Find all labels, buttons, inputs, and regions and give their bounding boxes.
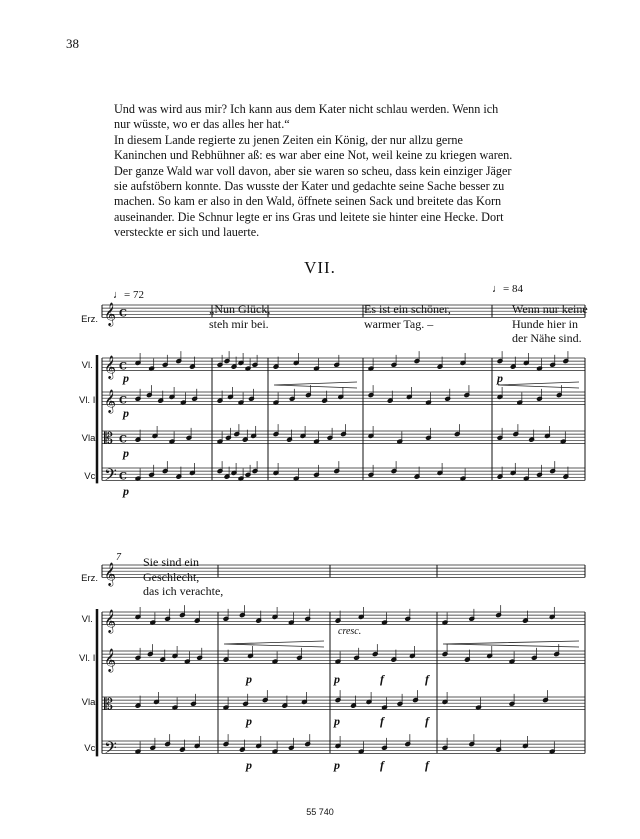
quarter-note-icon: ♩	[492, 283, 503, 295]
movement-number: VII.	[304, 258, 336, 277]
clef-icon: 𝄡	[104, 694, 113, 714]
dynamic-marking: p	[246, 758, 252, 772]
dynamic-marking: p	[123, 484, 129, 498]
time-signature-icon: C	[119, 308, 127, 320]
clef-icon: 𝄞	[104, 388, 116, 413]
narration-text: Sie sind ein Geschlecht, das ich verachte,	[143, 555, 224, 598]
time-signature-icon: C	[119, 471, 127, 483]
clef-icon: 𝄞	[104, 301, 116, 326]
footer-catalog-number: 55 740	[306, 807, 334, 817]
dynamic-marking: p	[123, 446, 129, 460]
hairpin	[274, 382, 357, 388]
instrument-label: Erz.	[81, 573, 98, 584]
dynamic-marking: f	[425, 672, 429, 686]
clef-icon: 𝄞	[104, 647, 116, 672]
instrument-label: Vl. I	[81, 614, 98, 625]
narration-text: „Nun Glück, steh mir bei.	[209, 302, 271, 331]
measure-number: 7	[116, 552, 121, 563]
instrument-label: Vc.	[84, 471, 98, 482]
instrument-label: Vl. I	[81, 360, 98, 371]
quarter-note-icon: ♩	[113, 289, 124, 301]
tempo-value: = 72	[124, 289, 144, 301]
prose-paragraph: Und was wird aus mir? Ich kann aus dem Kater nicht schlau werden. Wenn ich nur wüsste, wo er das alles her hat.“	[114, 102, 499, 132]
clef-icon: 𝄞	[104, 561, 116, 586]
dynamic-marking: p	[334, 672, 340, 686]
instrument-label: Vla.	[81, 697, 98, 708]
clef-icon: 𝄞	[104, 608, 116, 633]
instrument-label: Erz.	[81, 314, 98, 325]
dynamic-marking: f	[380, 758, 384, 772]
instrument-label: Vla.	[81, 433, 98, 444]
tempo-marking	[492, 283, 523, 295]
clef-icon: 𝄞	[104, 354, 116, 379]
dynamic-marking: f	[425, 714, 429, 728]
clef-icon: 𝄢	[104, 464, 117, 489]
narration-text: Wenn nur keine Hunde hier in der Nähe sind.	[512, 302, 588, 345]
clef-icon: 𝄡	[104, 428, 113, 448]
dynamic-marking: f	[425, 758, 429, 772]
hairpin	[224, 641, 324, 647]
time-signature-icon: C	[119, 434, 127, 446]
instrument-label: Vl. II	[78, 395, 98, 406]
dynamic-marking: p	[123, 371, 129, 385]
dynamic-marking: f	[380, 672, 384, 686]
time-signature-icon: C	[119, 361, 127, 373]
dynamic-marking: p	[123, 406, 129, 420]
cresc-marking: cresc.	[338, 626, 362, 637]
dynamic-marking: p	[497, 371, 503, 385]
clef-icon: 𝄢	[104, 737, 117, 762]
page-number: 38	[66, 36, 79, 51]
dynamic-marking: p	[246, 714, 252, 728]
tempo-marking	[113, 289, 144, 301]
dynamic-marking: p	[334, 714, 340, 728]
instrument-label: Vc.	[84, 743, 98, 754]
dynamic-marking: p	[246, 672, 252, 686]
prose-paragraph: In diesem Lande regierte zu jenen Zeiten ein König, der nur allzu gerne Kaninchen und Rebhühner aß: es war aber eine Not, weil keine zu kriegen waren. Der ganze Wald war voll davon, aber sie waren so scheu, dass kein einziger Jäger sie aufstöbern konnte. Das wusste der Kater und gedachte seine Sache besser zu machen. So kam er also in den Wald, öffnete seinen Sack und breitete das Korn auseinander. Die Schnur legte er ins Gras und leitete sie hinter eine Hecke. Dort versteckte er sich und lauerte.	[114, 132, 513, 240]
time-signature-icon: C	[119, 395, 127, 407]
narration-text: Es ist ein schöner, warmer Tag. –	[364, 302, 451, 331]
tempo-value: = 84	[503, 283, 523, 295]
dynamic-marking: p	[334, 758, 340, 772]
instrument-label: Vl. II	[78, 653, 98, 664]
dynamic-marking: f	[380, 714, 384, 728]
hairpin	[498, 382, 579, 388]
